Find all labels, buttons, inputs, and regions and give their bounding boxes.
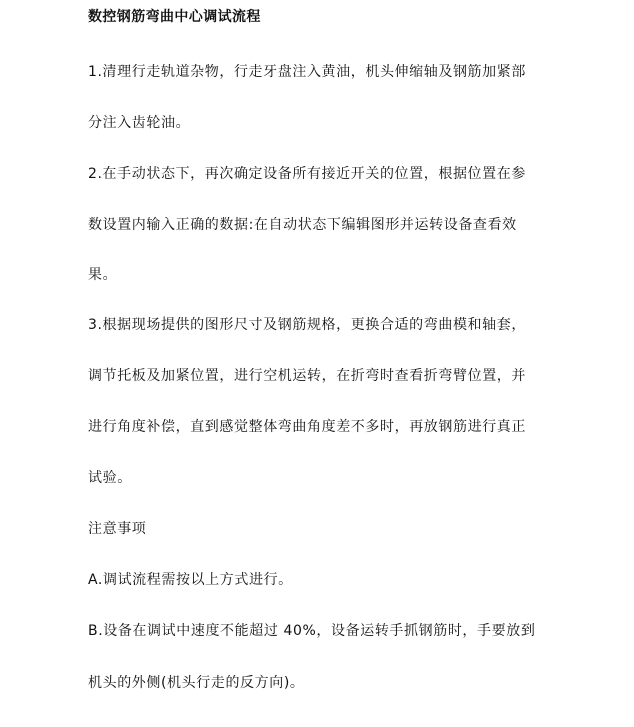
section-heading-notes: 注意事项	[88, 521, 147, 537]
paragraph-line: 分注入齿轮油。	[88, 115, 191, 131]
paragraph-line: 调节托板及加紧位置，进行空机运转，在折弯时查看折弯臂位置，并	[88, 368, 526, 384]
document-title: 数控钢筋弯曲中心调试流程	[88, 9, 261, 25]
paragraph-line: 数设置内输入正确的数据:在自动状态下编辑图形并运转设备查看效	[88, 217, 517, 233]
paragraph-line: 试验。	[88, 470, 132, 486]
note-line: 机头的外侧(机头行走的反方向)。	[88, 675, 305, 691]
note-line: A.调试流程需按以上方式进行。	[88, 572, 293, 588]
paragraph-line: 3.根据现场提供的图形尺寸及钢筋规格，更换合适的弯曲模和轴套，	[88, 317, 526, 333]
paragraph-line: 进行角度补偿，直到感觉整体弯曲角度差不多时，再放钢筋进行真正	[88, 419, 526, 435]
paragraph-line: 2.在手动状态下，再次确定设备所有接近开关的位置，根据位置在参	[88, 166, 526, 182]
note-line: B.设备在调试中速度不能超过 40%，设备运转手抓钢筋时，手要放到	[88, 623, 536, 639]
paragraph-line: 果。	[88, 267, 118, 283]
paragraph-line: 1.清理行走轨道杂物，行走牙盘注入黄油，机头伸缩轴及钢筋加紧部	[88, 64, 526, 80]
